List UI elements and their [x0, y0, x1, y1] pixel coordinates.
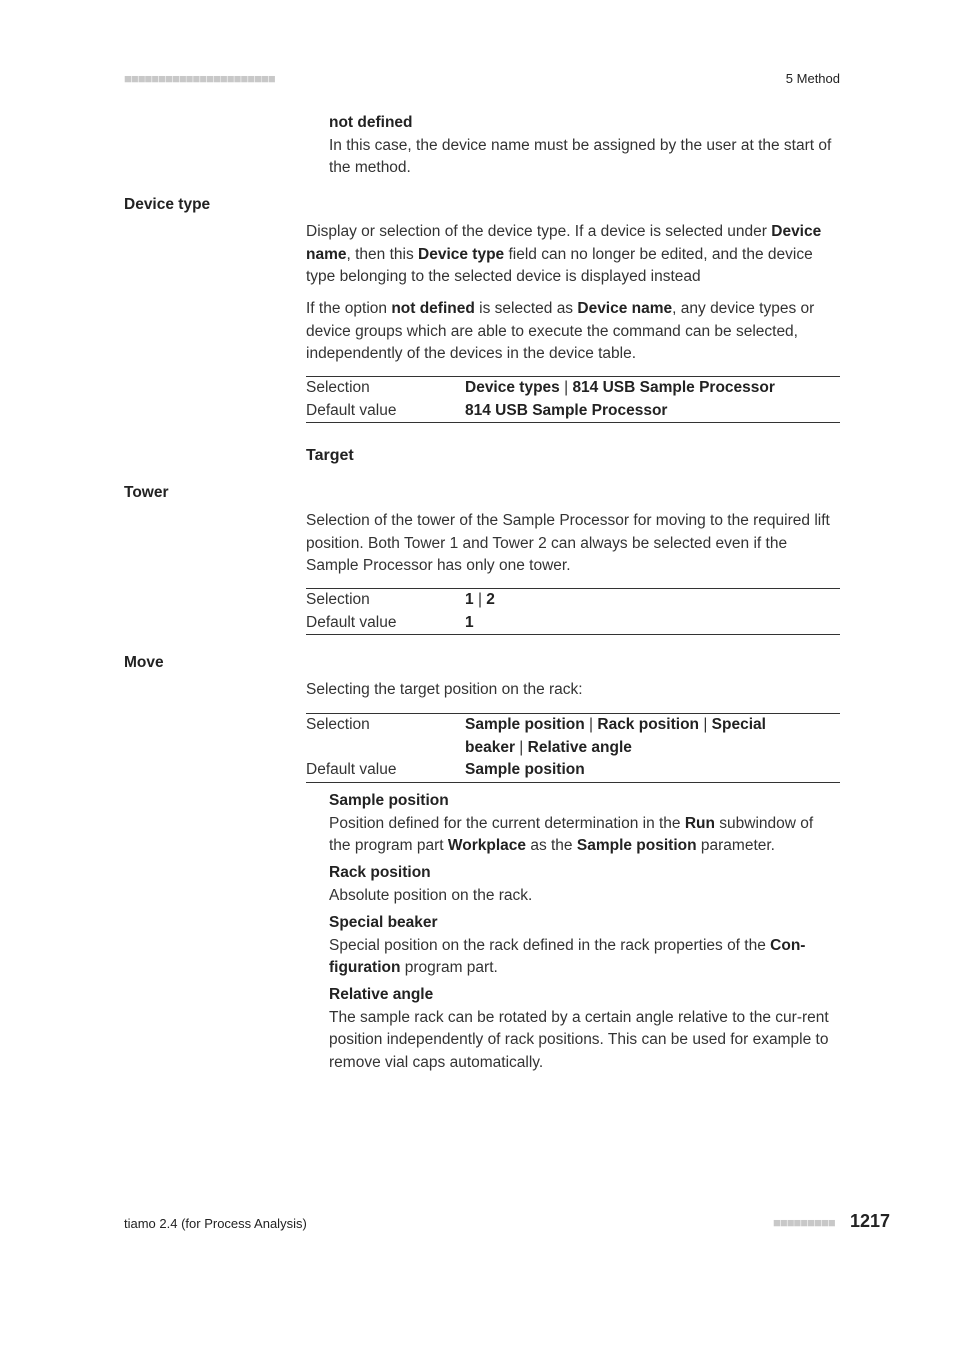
- table-row: [306, 377, 840, 400]
- option-title: Rack position: [329, 864, 431, 881]
- option-text: Absolute position on the rack.: [329, 886, 533, 904]
- header-section-title: 5 Method: [785, 71, 840, 86]
- default-value: Sample position: [465, 761, 585, 778]
- default-value: 1: [465, 613, 474, 631]
- option-title: Relative angle: [329, 986, 434, 1003]
- option-title: Special beaker: [329, 914, 438, 931]
- move-description: Selecting the target position on the rack:: [306, 681, 583, 698]
- selection-values: Sample position | Rack position | Special beaker | Relative angle: [465, 716, 766, 756]
- table-row: [306, 759, 840, 782]
- footer-product: tiamo 2.4 (for Process Analysis): [124, 1216, 307, 1231]
- selection-key: Selection: [306, 716, 370, 733]
- option-sample-position: [329, 790, 839, 858]
- option-title: Sample position: [329, 792, 449, 809]
- page-number: 1217: [849, 1211, 890, 1231]
- default-key: Default value: [306, 613, 397, 631]
- device-type-paragraph-1: Display or selection of the device type. If a device is selected under Device name, then this Device type field can no longer be edited, and the device type belonging to the selected device is displayed instead: [306, 223, 822, 285]
- option-special-beaker: [329, 912, 839, 980]
- move-table: [306, 713, 840, 783]
- option-text: Position defined for the current determination in the Run subwindow of the program part Workplace as the Sample position parameter.: [329, 814, 814, 854]
- target-heading: Target: [306, 447, 354, 464]
- device-type-table: [306, 376, 840, 423]
- option-rack-position: [329, 862, 839, 907]
- default-key: Default value: [306, 401, 397, 419]
- selection-key: Selection: [306, 591, 370, 608]
- table-row: [306, 400, 840, 423]
- selection-values: Device types | 814 USB Sample Processor: [465, 379, 775, 396]
- move-label: Move: [124, 654, 164, 671]
- option-relative-angle: [329, 984, 829, 1074]
- default-key: Default value: [306, 761, 397, 778]
- tower-label: Tower: [124, 484, 169, 501]
- table-row: [306, 714, 840, 760]
- selection-values: 1 | 2: [465, 591, 495, 608]
- tower-table: [306, 588, 840, 635]
- table-row: [306, 589, 840, 612]
- default-value: 814 USB Sample Processor: [465, 401, 668, 419]
- tower-description: Selection of the tower of the Sample Processor for moving to the required lift position. Both Tower 1 and Tower 2 can always be selected even if the Sample Processor has only one tower.: [306, 512, 830, 574]
- footer-decoration: ■■■■■■■■■: [773, 1215, 835, 1230]
- not-defined-block: [329, 112, 839, 180]
- option-text: The sample rack can be rotated by a certain angle relative to the cur-rent position independently of rack positions. This can be used for example to remove vial caps automatically.: [329, 1008, 829, 1071]
- not-defined-title: not defined: [329, 114, 413, 131]
- header-decoration: ■■■■■■■■■■■■■■■■■■■■■■: [124, 71, 275, 86]
- table-row: [306, 612, 840, 635]
- device-type-paragraph-2: If the option not defined is selected as Device name, any device types or device groups which are able to execute the command can be selected, independently of the devices in the device table.: [306, 300, 815, 362]
- device-type-label: Device type: [124, 196, 211, 213]
- selection-key: Selection: [306, 379, 370, 396]
- option-text: Special position on the rack defined in the rack properties of the Con-figuration program part.: [329, 936, 806, 976]
- not-defined-text: In this case, the device name must be assigned by the user at the start of the method.: [329, 136, 832, 176]
